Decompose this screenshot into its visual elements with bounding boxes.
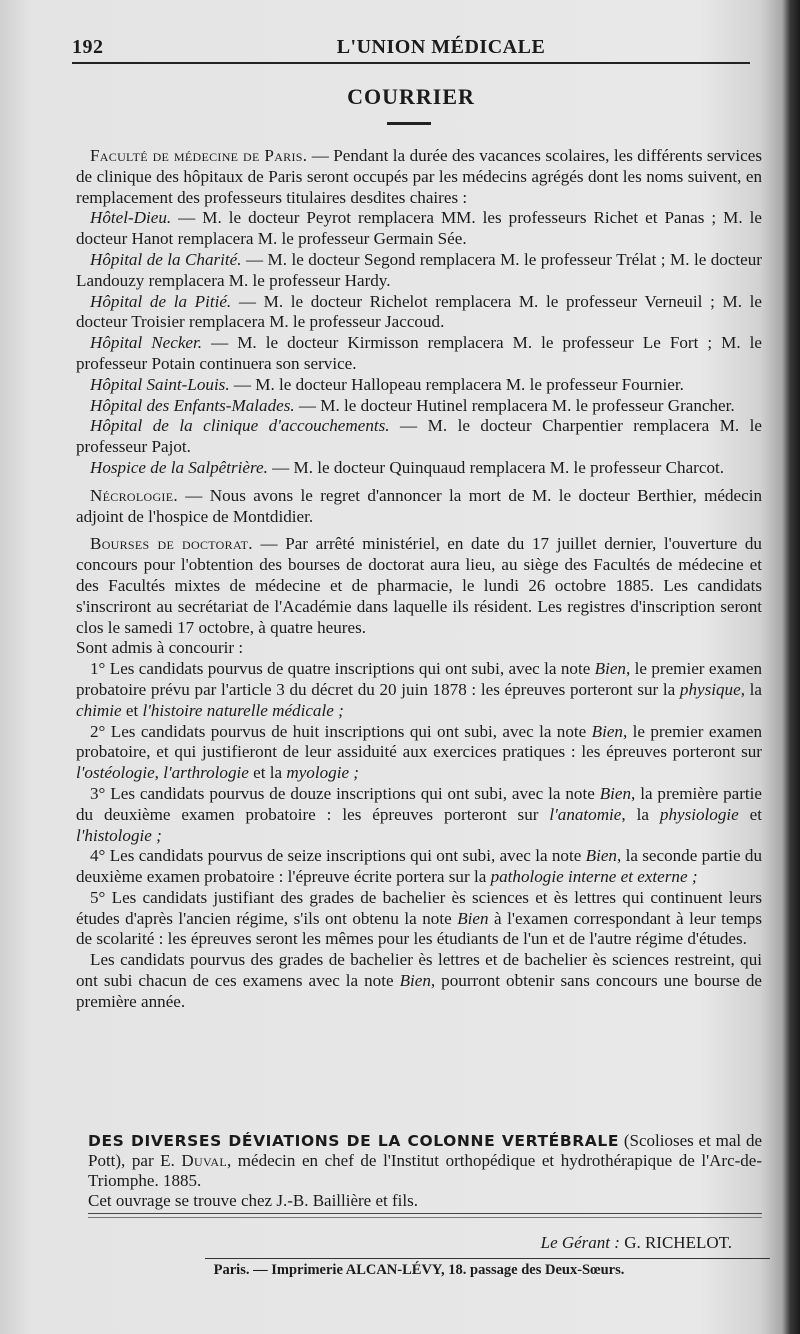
bourses-item-4: 4° Les candidats pourvus de seize inscriptions qui ont subi, avec la note Bien, la seconde partie du deuxième examen probatoire : l'épreuve écrite portera sur la pathologie interne et externe ; — [76, 846, 762, 887]
necrologie-lead: Nécrologie. — [90, 485, 178, 505]
bottom-rule — [205, 1258, 770, 1259]
book-title: DES DIVERSES DÉVIATIONS DE LA COLONNE VERTÉBRALE — [88, 1132, 620, 1150]
faculty-intro: Faculté de médecine de Paris. — Pendant la durée des vacances scolaires, les différents services de clinique des hôpitaux de Paris seront occupés par les médecins agrégés dont les noms suivent, en remplacement des professeurs titulaires desdites chaires : — [76, 146, 762, 207]
bourses-paragraph: Bourses de doctorat. — Par arrêté ministériel, en date du 17 juillet dernier, l'ouverture du concours pour l'obtention des bourses de doctorat aura lieu, au siège des Facultés de médecine et des Facultés mixtes de médecine et de pharmacie, le lundi 26 octobre 1885. Les candidats s'inscriront au secrétariat de l'Académie dans laquelle ils résident. Les registres d'inscription seront clos le samedi 17 octobre, à quatre heures. — [76, 534, 762, 637]
title-dash — [387, 122, 431, 125]
hospital-entry: Hôpital de la Pitié. — M. le docteur Richelot remplacera M. le professeur Verneuil ; M. le docteur Troisier remplacera M. le professeur Jaccoud. — [76, 291, 762, 332]
bourses-lead: Bourses de doctorat. — [90, 534, 253, 554]
book-availability: Cet ouvrage se trouve chez J.-B. Baillière et fils. — [88, 1191, 418, 1210]
bourses-item-2: 2° Les candidats pourvus de huit inscriptions qui ont subi, avec la note Bien, le premier examen probatoire, et qui justifieront de leur assiduité aux exercices pratiques : les épreuves porteront sur l'ostéologie, l'arthrologie et la myologie ; — [76, 721, 762, 783]
journal-name: L'UNION MÉDICALE — [336, 36, 546, 58]
necrologie-paragraph: Nécrologie. — Nous avons le regret d'annoncer la mort de M. le docteur Berthier, médecin adjoint de l'hospice de Montdidier. — [76, 485, 762, 526]
bourses-admis: Sont admis à concourir : — [76, 638, 244, 658]
bourses-item-3: 3° Les candidats pourvus de douze inscriptions qui ont subi, avec la note Bien, la première partie du deuxième examen probatoire : les épreuves porteront sur l'anatomie, la physiologie et l'histologie ; — [76, 783, 762, 845]
hospital-entry: Hôpital Saint-Louis. — M. le docteur Hallopeau remplacera M. le professeur Fournier. — [90, 374, 684, 394]
faculty-lead: Faculté de médecine de Paris. — [90, 146, 308, 165]
hospital-entry: Hôpital de la clinique d'accouchements. — M. le docteur Charpentier remplacera M. le professeur Pajot. — [76, 416, 762, 457]
footer-rule-2 — [88, 1217, 762, 1218]
running-head — [72, 32, 750, 60]
hospital-entry: Hôpital de la Charité. — M. le docteur Segond remplacera M. le professeur Trélat ; M. le docteur Landouzy remplacera M. le professeur Hardy. — [76, 249, 762, 290]
book-notice: DES DIVERSES DÉVIATIONS DE LA COLONNE VERTÉBRALE (Scolioses et mal de Pott), par E. Duval, médecin en chef de l'Institut orthopédique et hydrothérapique de l'Arc-de-Triomphe. 1885. Cet ouvrage se trouve chez J.-B. Baillière et fils. — [88, 1131, 762, 1210]
bourses-final: Les candidats pourvus des grades de bachelier ès lettres et de bachelier ès sciences restreint, qui ont subi chacun de ces examens avec la note Bien, pourront obtenir sans concours une bourse de première année. — [76, 950, 762, 1011]
page-number: 192 — [72, 36, 104, 58]
hospital-entry: Hôtel-Dieu. — M. le docteur Peyrot remplacera MM. les professeurs Richet et Panas ; M. le docteur Hanot remplacera M. le professeur Germain Sée. — [76, 208, 762, 249]
hospital-entry: Hôpital des Enfants-Malades. — M. le docteur Hutinel remplacera M. le professeur Grancher. — [90, 395, 735, 415]
bourses-item-5: 5° Les candidats justifiant des grades de bachelier ès sciences et ès lettres qui continuent leurs études d'après l'ancien régime, s'ils ont obtenu la note Bien à l'examen correspondant à leur temps de scolarité : les épreuves seront les mêmes pour les étudiants de l'un et de l'autre régime d'études. — [76, 887, 762, 949]
hospital-entry: Hôpital Necker. — M. le docteur Kirmisson remplacera M. le professeur Le Fort ; M. le professeur Potain continuera son service. — [76, 333, 762, 373]
header-rule — [72, 62, 750, 64]
gerant-signature: Le Gérant : G. RICHELOT. — [540, 1233, 732, 1252]
hospital-entry: Hospice de la Salpêtrière. — M. le docteur Quinquaud remplacera M. le professeur Charcot. — [90, 457, 725, 477]
book-author: Duval — [181, 1151, 227, 1170]
printer-imprint: Paris. — Imprimerie ALCAN-LÉVY, 18. passage des Deux-Sœurs. — [213, 1262, 625, 1278]
footer-rule — [88, 1213, 762, 1214]
section-title: COURRIER — [347, 84, 475, 109]
article-body — [76, 146, 762, 1013]
bourses-item-1: 1° Les candidats pourvus de quatre inscriptions qui ont subi, avec la note Bien, le premier examen probatoire prévu par l'article 3 du décret du 20 juin 1878 : les épreuves porteront sur la physique, la chimie et l'histoire naturelle médicale ; — [76, 659, 763, 720]
